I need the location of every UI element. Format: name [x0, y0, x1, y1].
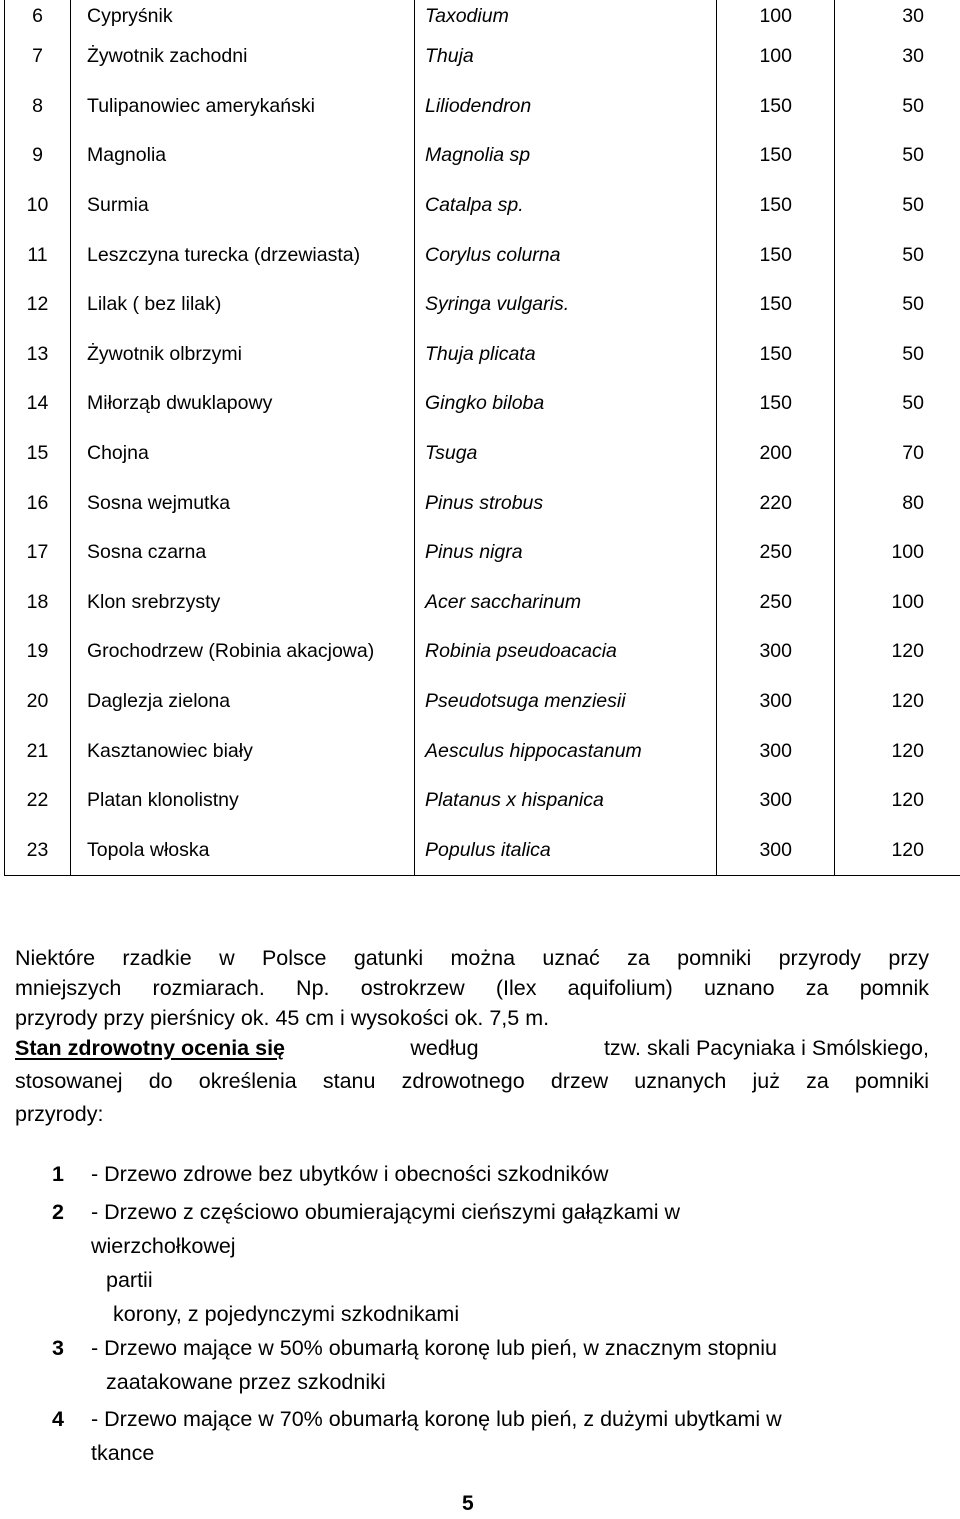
value-2-cell: 50	[835, 379, 960, 429]
value-1-cell: 150	[717, 181, 835, 231]
value-2-cell: 50	[835, 280, 960, 330]
scale-line: - Drzewo mające w 50% obumarłą koronę lub pień, w znacznym stopniu	[91, 1336, 777, 1360]
value-2-cell: 100	[835, 528, 960, 578]
value-2-cell: 120	[835, 677, 960, 727]
polish-name-cell: Platan klonolistny	[71, 776, 415, 826]
value-2-cell: 50	[835, 230, 960, 280]
latin-name-cell: Acer saccharinum	[415, 578, 717, 628]
table-row	[5, 726, 960, 776]
scale-line: korony, z pojedynczymi szkodnikami	[113, 1302, 460, 1326]
latin-name-cell: Aesculus hippocastanum	[415, 726, 717, 776]
value-1-cell: 250	[717, 578, 835, 628]
table-row	[5, 280, 960, 330]
row-number-cell: 20	[5, 677, 71, 727]
latin-name-cell: Populus italica	[415, 826, 717, 876]
value-1-cell: 100	[717, 0, 835, 32]
row-number-cell: 11	[5, 230, 71, 280]
scale-line: - Drzewo mające w 70% obumarłą koronę lub pień, z dużymi ubytkami w	[91, 1407, 782, 1431]
row-number-cell: 7	[5, 32, 71, 82]
polish-name-cell: Żywotnik zachodni	[71, 32, 415, 82]
polish-name-cell: Tulipanowiec amerykański	[71, 82, 415, 132]
scale-description	[91, 1157, 608, 1191]
value-2-cell: 120	[835, 776, 960, 826]
polish-name-cell: Miłorząb dwuklapowy	[71, 379, 415, 429]
table-row	[5, 330, 960, 380]
table-row	[5, 627, 960, 677]
scale-description	[91, 1195, 680, 1331]
value-1-cell: 150	[717, 230, 835, 280]
row-number-cell: 15	[5, 429, 71, 479]
polish-name-cell: Surmia	[71, 181, 415, 231]
value-1-cell: 150	[717, 131, 835, 181]
row-number-cell: 8	[5, 82, 71, 132]
paragraph-line: mniejszych rozmiarach. Np. ostrokrzew (Ilex aquifolium) uznano za pomnik	[15, 976, 929, 1000]
row-number-cell: 18	[5, 578, 71, 628]
value-1-cell: 250	[717, 528, 835, 578]
value-1-cell: 150	[717, 379, 835, 429]
row-number-cell: 17	[5, 528, 71, 578]
value-2-cell: 30	[835, 32, 960, 82]
scale-line: partii	[106, 1268, 153, 1292]
value-1-cell: 150	[717, 330, 835, 380]
row-number-cell: 10	[5, 181, 71, 231]
polish-name-cell: Chojna	[71, 429, 415, 479]
row-number-cell: 23	[5, 826, 71, 876]
paragraph-line: stosowanej do określenia stanu zdrowotnego drzew uznanych już za pomniki	[15, 1069, 929, 1093]
value-2-cell: 100	[835, 578, 960, 628]
table-row	[5, 379, 960, 429]
tree-species-table	[4, 0, 960, 876]
row-number-cell: 9	[5, 131, 71, 181]
polish-name-cell: Sosna czarna	[71, 528, 415, 578]
latin-name-cell: Robinia pseudoacacia	[415, 627, 717, 677]
table-row	[5, 776, 960, 826]
value-1-cell: 220	[717, 478, 835, 528]
polish-name-cell: Sosna wejmutka	[71, 478, 415, 528]
paragraph-word: według	[410, 1036, 479, 1060]
latin-name-cell: Thuja plicata	[415, 330, 717, 380]
scale-description	[91, 1331, 777, 1399]
row-number-cell: 14	[5, 379, 71, 429]
latin-name-cell: Pinus strobus	[415, 478, 717, 528]
table-row	[5, 478, 960, 528]
table-row	[5, 32, 960, 82]
value-1-cell: 150	[717, 280, 835, 330]
scale-line: - Drzewo zdrowe bez ubytków i obecności szkodników	[91, 1162, 609, 1186]
row-number-cell: 19	[5, 627, 71, 677]
scale-line: - Drzewo z częściowo obumierającymi cieńszymi gałązkami w	[91, 1200, 681, 1224]
scale-number: 4	[52, 1407, 64, 1431]
scale-line: wierzchołkowej	[91, 1234, 236, 1258]
scale-line: zaatakowane przez szkodniki	[106, 1370, 386, 1394]
health-assessment-heading: Stan zdrowotny ocenia się	[15, 1036, 285, 1060]
value-2-cell: 50	[835, 131, 960, 181]
value-1-cell: 300	[717, 677, 835, 727]
latin-name-cell: Pseudotsuga menziesii	[415, 677, 717, 727]
scale-line: tkance	[91, 1441, 155, 1465]
table-row	[5, 826, 960, 876]
page-number: 5	[462, 1492, 474, 1515]
value-2-cell: 70	[835, 429, 960, 479]
polish-name-cell: Żywotnik olbrzymi	[71, 330, 415, 380]
latin-name-cell: Liliodendron	[415, 82, 717, 132]
value-2-cell: 120	[835, 826, 960, 876]
value-2-cell: 80	[835, 478, 960, 528]
tree-table-body	[5, 0, 960, 876]
value-1-cell: 100	[717, 32, 835, 82]
latin-name-cell: Platanus x hispanica	[415, 776, 717, 826]
table-row	[5, 578, 960, 628]
value-1-cell: 300	[717, 776, 835, 826]
latin-name-cell: Taxodium	[415, 0, 717, 32]
row-number-cell: 6	[5, 0, 71, 32]
value-2-cell: 120	[835, 627, 960, 677]
value-2-cell: 120	[835, 726, 960, 776]
latin-name-cell: Tsuga	[415, 429, 717, 479]
value-1-cell: 150	[717, 82, 835, 132]
latin-name-cell: Magnolia sp	[415, 131, 717, 181]
table-row	[5, 677, 960, 727]
table-row	[5, 429, 960, 479]
value-1-cell: 200	[717, 429, 835, 479]
polish-name-cell: Cypryśnik	[71, 0, 415, 32]
latin-name-cell: Thuja	[415, 32, 717, 82]
scale-number: 2	[52, 1200, 64, 1224]
rare-species-paragraph	[15, 943, 929, 1033]
value-2-cell: 50	[835, 330, 960, 380]
scale-number: 1	[52, 1162, 64, 1186]
value-1-cell: 300	[717, 627, 835, 677]
table-row	[5, 181, 960, 231]
table-row	[5, 230, 960, 280]
value-1-cell: 300	[717, 826, 835, 876]
latin-name-cell: Gingko biloba	[415, 379, 717, 429]
polish-name-cell: Leszczyna turecka (drzewiasta)	[71, 230, 415, 280]
row-number-cell: 12	[5, 280, 71, 330]
paragraph-line	[15, 1032, 929, 1065]
health-scale-paragraph	[15, 1032, 929, 1131]
latin-name-cell: Syringa vulgaris.	[415, 280, 717, 330]
polish-name-cell: Daglezja zielona	[71, 677, 415, 727]
scale-number: 3	[52, 1336, 64, 1360]
value-2-cell: 50	[835, 181, 960, 231]
latin-name-cell: Corylus colurna	[415, 230, 717, 280]
polish-name-cell: Kasztanowiec biały	[71, 726, 415, 776]
value-2-cell: 30	[835, 0, 960, 32]
polish-name-cell: Topola włoska	[71, 826, 415, 876]
value-1-cell: 300	[717, 726, 835, 776]
table-row	[5, 82, 960, 132]
latin-name-cell: Pinus nigra	[415, 528, 717, 578]
row-number-cell: 13	[5, 330, 71, 380]
polish-name-cell: Lilak ( bez lilak)	[71, 280, 415, 330]
paragraph-text: tzw. skali Pacyniaka i Smólskiego,	[603, 1036, 929, 1060]
polish-name-cell: Grochodrzew (Robinia akacjowa)	[71, 627, 415, 677]
table-row	[5, 528, 960, 578]
row-number-cell: 22	[5, 776, 71, 826]
paragraph-line: Niektóre rzadkie w Polsce gatunki można uznać za pomniki przyrody przy	[15, 946, 929, 970]
polish-name-cell: Klon srebrzysty	[71, 578, 415, 628]
row-number-cell: 16	[5, 478, 71, 528]
latin-name-cell: Catalpa sp.	[415, 181, 717, 231]
paragraph-line: przyrody:	[15, 1102, 104, 1126]
polish-name-cell: Magnolia	[71, 131, 415, 181]
scale-description	[91, 1402, 782, 1470]
table-row	[5, 0, 960, 32]
value-2-cell: 50	[835, 82, 960, 132]
table-row	[5, 131, 960, 181]
paragraph-line: przyrody przy pierśnicy ok. 45 cm i wysokości ok. 7,5 m.	[15, 1006, 550, 1030]
row-number-cell: 21	[5, 726, 71, 776]
